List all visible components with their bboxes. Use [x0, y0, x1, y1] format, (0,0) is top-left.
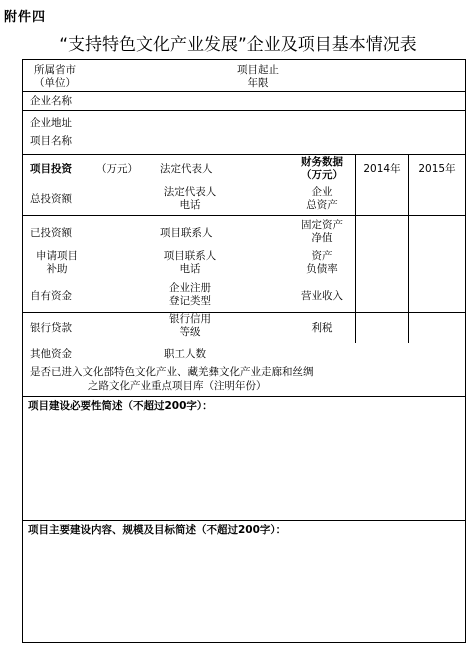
- contact-phone-label-sub: 电话: [179, 263, 201, 275]
- company-address-label: 企业地址: [30, 117, 72, 129]
- finance-data-label: 财务数据: [301, 156, 343, 168]
- reg-type-label: 企业注册: [169, 282, 211, 294]
- necessity-section-label: 项目建设必要性简述（不超过200字）：: [28, 400, 213, 412]
- company-name-label: 企业名称: [30, 95, 72, 107]
- region-label: 所属省市: [34, 64, 76, 76]
- period-label-sub: 年限: [247, 77, 269, 89]
- content-section-label: 项目主要建设内容、规模及目标简述（不超过200字）：: [28, 524, 287, 536]
- net-fixed-assets-label-sub: 净值: [311, 232, 333, 244]
- table-rule: [22, 110, 466, 111]
- period-label: 项目起止: [237, 64, 279, 76]
- table-rule: [22, 520, 466, 521]
- table-rule: [22, 59, 466, 60]
- project-contact-label: 项目联系人: [160, 227, 213, 239]
- finance-data-unit: （万元）: [301, 169, 343, 181]
- table-rule: [22, 642, 466, 643]
- project-library-question-sub: 之路文化产业重点项目库（注明年份）: [88, 380, 267, 392]
- form-title: “支持特色文化产业发展”企业及项目基本情况表: [59, 35, 417, 55]
- employees-label: 职工人数: [164, 348, 206, 360]
- table-rule: [22, 154, 466, 155]
- table-rule: [22, 215, 466, 216]
- other-funds-label: 其他资金: [30, 348, 72, 360]
- investment-label: 项目投资: [30, 163, 72, 175]
- region-label-sub: （单位）: [34, 77, 76, 89]
- total-assets-label-sub: 总资产: [306, 199, 338, 211]
- total-investment-label: 总投资额: [30, 193, 72, 205]
- debt-ratio-label: 资产: [311, 250, 333, 262]
- year-2015-header: 2015年: [418, 163, 456, 175]
- applied-subsidy-label: 申请项目: [36, 250, 78, 262]
- legal-rep-phone-label: 法定代表人: [163, 186, 217, 198]
- contact-phone-label: 项目联系人: [163, 250, 217, 262]
- credit-rating-label: 银行信用: [169, 313, 211, 325]
- table-rule: [465, 59, 466, 643]
- invested-label: 已投资额: [30, 227, 72, 239]
- table-rule: [408, 154, 409, 343]
- legal-rep-label: 法定代表人: [160, 163, 213, 175]
- debt-ratio-label-sub: 负债率: [306, 263, 338, 275]
- applied-subsidy-label-sub: 补助: [46, 263, 68, 275]
- legal-rep-phone-label-sub: 电话: [179, 199, 201, 211]
- bank-loan-label: 银行贷款: [30, 322, 72, 334]
- table-rule: [22, 396, 466, 397]
- net-fixed-assets-label: 固定资产: [301, 219, 343, 231]
- year-2014-header: 2014年: [363, 163, 401, 175]
- credit-rating-label-sub: 等级: [179, 326, 201, 338]
- own-funds-label: 自有资金: [30, 290, 72, 302]
- table-rule: [355, 154, 356, 343]
- project-library-question: 是否已进入文化部特色文化产业、藏羌彝文化产业走廊和丝绸: [30, 366, 314, 378]
- table-rule: [22, 59, 23, 643]
- attachment-label: 附件四: [4, 10, 47, 25]
- table-rule: [22, 312, 466, 313]
- profit-tax-label: 利税: [311, 322, 333, 334]
- total-assets-label: 企业: [311, 186, 333, 198]
- revenue-label: 营业收入: [301, 290, 343, 302]
- project-name-label: 项目名称: [30, 135, 72, 147]
- reg-type-label-sub: 登记类型: [169, 295, 211, 307]
- investment-unit: （万元）: [96, 163, 138, 175]
- table-rule: [22, 91, 466, 92]
